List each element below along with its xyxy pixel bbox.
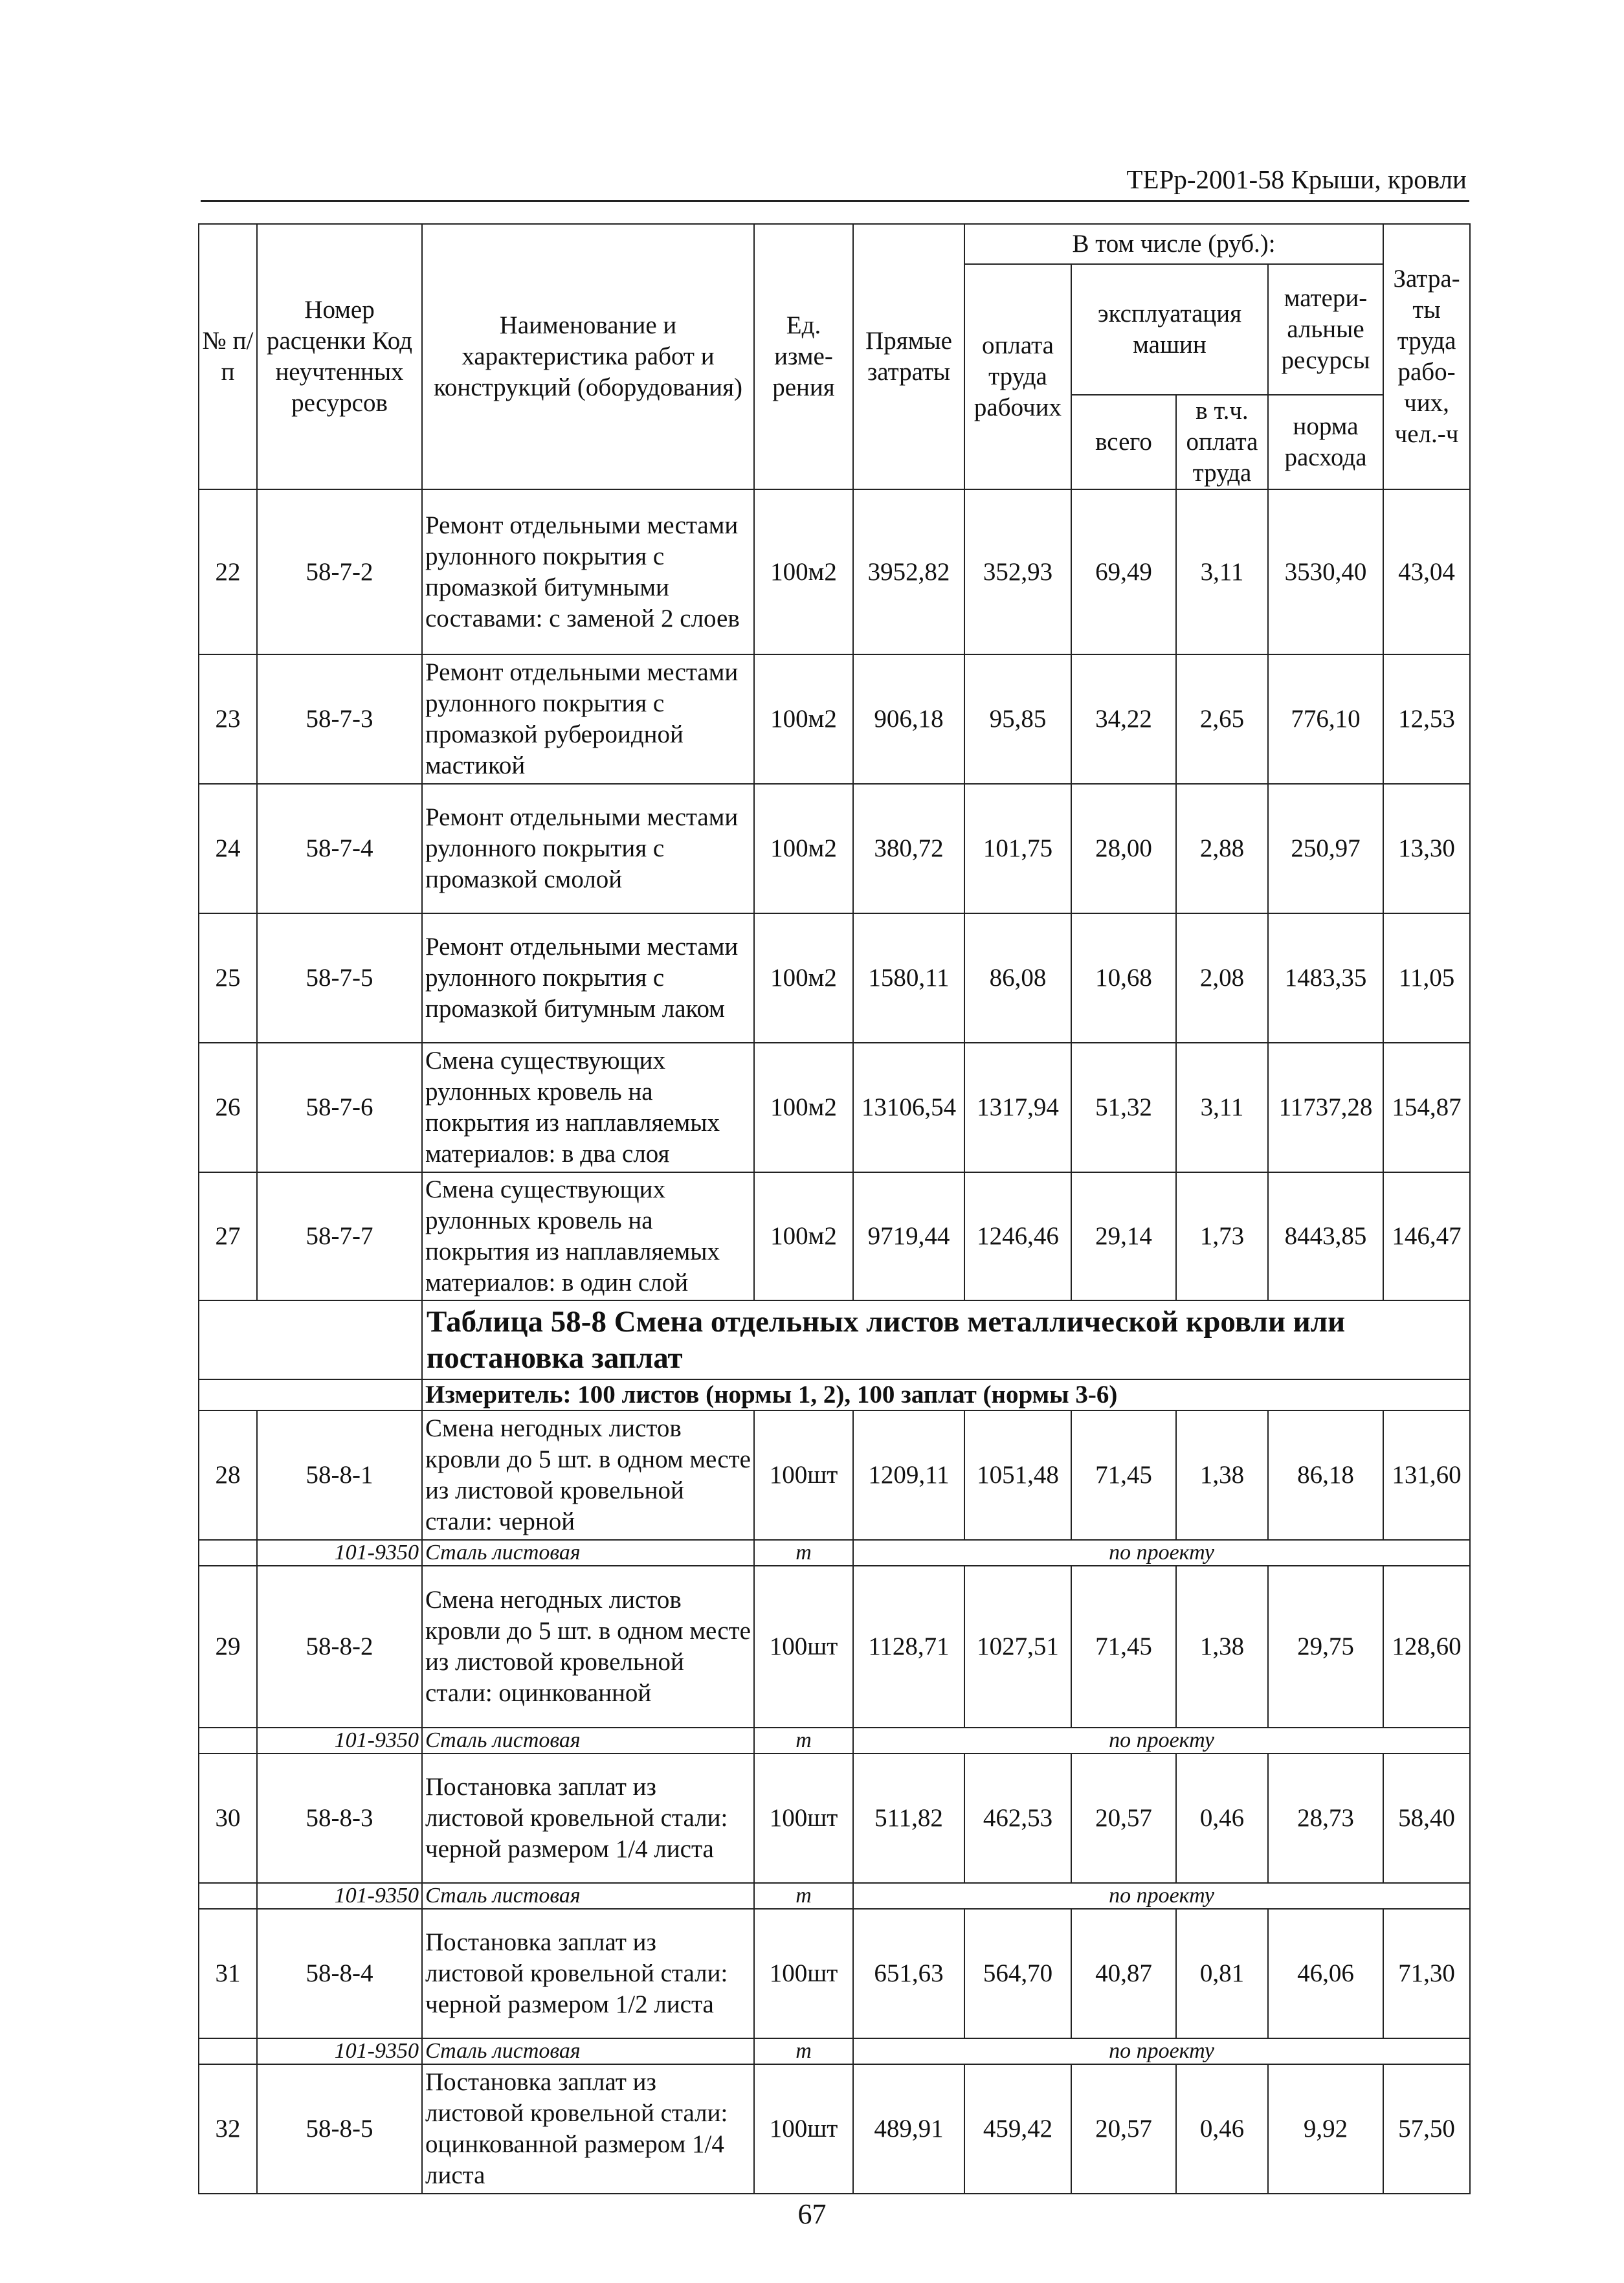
unit: 100м2 <box>754 654 853 784</box>
unit: 100шт <box>754 1410 853 1540</box>
resource-note: по проекту <box>853 2038 1470 2064</box>
resource-code: 101-9350 <box>257 1883 422 1909</box>
rate-code: 58-7-6 <box>257 1043 422 1172</box>
resource-note: по проекту <box>853 1883 1470 1909</box>
table-row <box>199 1172 1470 1300</box>
work-name: Смена существующих рулонных кровель на покрытия из наплавляемых материалов: в два слоя <box>422 1043 754 1172</box>
work-name: Постановка заплат из листовой кровельной стали: черной размером 1/4 листа <box>422 1754 754 1883</box>
work-name: Ремонт отдельными местами рулонного покрытия с промазкой битумными составами: с заменой 2 слоев <box>422 489 754 654</box>
labor-cost: 12,53 <box>1383 654 1470 784</box>
machines-total: 40,87 <box>1071 1909 1176 2038</box>
direct-cost: 489,91 <box>853 2064 964 2194</box>
rate-code: 58-8-3 <box>257 1754 422 1883</box>
table-header <box>199 224 1470 489</box>
unit: 100шт <box>754 1566 853 1728</box>
materials: 46,06 <box>1268 1909 1383 2038</box>
col-num-header: № п/п <box>199 224 257 489</box>
labor-pay: 459,42 <box>964 2064 1071 2194</box>
table-row <box>199 784 1470 913</box>
direct-cost: 13106,54 <box>853 1043 964 1172</box>
running-header-title: ТЕРр-2001-58 Крыши, кровли <box>1126 164 1467 194</box>
labor-pay: 95,85 <box>964 654 1071 784</box>
row-number: 24 <box>199 784 257 913</box>
work-name: Постановка заплат из листовой кровельной стали: черной размером 1/2 листа <box>422 1909 754 2038</box>
machines-total: 71,45 <box>1071 1410 1176 1540</box>
measure-spacer <box>199 1379 422 1410</box>
labor-cost: 71,30 <box>1383 1909 1470 2038</box>
resource-note: по проекту <box>853 1540 1470 1566</box>
labor-cost: 131,60 <box>1383 1410 1470 1540</box>
resource-unit: т <box>754 1540 853 1566</box>
labor-pay: 1317,94 <box>964 1043 1071 1172</box>
machines-labor-pay: 2,08 <box>1176 913 1268 1043</box>
rate-code: 58-7-4 <box>257 784 422 913</box>
table-row <box>199 2064 1470 2194</box>
col-labor-pay-header: оплата труда рабочих <box>964 264 1071 489</box>
resource-note: по проекту <box>853 1728 1470 1754</box>
machines-total: 69,49 <box>1071 489 1176 654</box>
resource-unit: т <box>754 2038 853 2064</box>
unit: 100м2 <box>754 489 853 654</box>
table-row <box>199 913 1470 1043</box>
labor-cost: 57,50 <box>1383 2064 1470 2194</box>
work-name: Постановка заплат из листовой кровельной стали: оцинкованной размером 1/4 листа <box>422 2064 754 2194</box>
direct-cost: 1209,11 <box>853 1410 964 1540</box>
col-unit-header: Ед. изме- рения <box>754 224 853 489</box>
row-number: 31 <box>199 1909 257 2038</box>
direct-cost: 1580,11 <box>853 913 964 1043</box>
machines-total: 20,57 <box>1071 1754 1176 1883</box>
labor-cost: 11,05 <box>1383 913 1470 1043</box>
machines-labor-pay: 1,38 <box>1176 1410 1268 1540</box>
machines-total: 20,57 <box>1071 2064 1176 2194</box>
unit: 100м2 <box>754 1043 853 1172</box>
work-name: Смена негодных листов кровли до 5 шт. в одном месте из листовой кровельной стали: черной <box>422 1410 754 1540</box>
row-number: 28 <box>199 1410 257 1540</box>
resource-pad <box>199 1728 257 1754</box>
resource-code: 101-9350 <box>257 1728 422 1754</box>
col-materials-header: матери- альные ресурсы <box>1268 264 1383 395</box>
direct-cost: 9719,44 <box>853 1172 964 1300</box>
row-number: 22 <box>199 489 257 654</box>
work-name: Ремонт отдельными местами рулонного покрытия с промазкой битумным лаком <box>422 913 754 1043</box>
row-number: 27 <box>199 1172 257 1300</box>
row-number: 29 <box>199 1566 257 1728</box>
resource-code: 101-9350 <box>257 1540 422 1566</box>
materials: 9,92 <box>1268 2064 1383 2194</box>
col-machines-header: эксплуатация машин <box>1071 264 1268 395</box>
labor-cost: 43,04 <box>1383 489 1470 654</box>
rate-code: 58-8-4 <box>257 1909 422 2038</box>
labor-pay: 101,75 <box>964 784 1071 913</box>
title-spacer <box>199 1300 422 1379</box>
resource-name: Сталь листовая <box>422 1540 754 1566</box>
materials: 250,97 <box>1268 784 1383 913</box>
machines-labor-pay: 3,11 <box>1176 489 1268 654</box>
labor-cost: 13,30 <box>1383 784 1470 913</box>
machines-total: 28,00 <box>1071 784 1176 913</box>
table-row <box>199 654 1470 784</box>
work-name: Смена существующих рулонных кровель на покрытия из наплавляемых материалов: в один слой <box>422 1172 754 1300</box>
machines-labor-pay: 0,81 <box>1176 1909 1268 2038</box>
machines-labor-pay: 1,38 <box>1176 1566 1268 1728</box>
materials: 1483,35 <box>1268 913 1383 1043</box>
labor-pay: 1051,48 <box>964 1410 1071 1540</box>
rate-code: 58-7-3 <box>257 654 422 784</box>
resource-unit: т <box>754 1883 853 1909</box>
unit: 100м2 <box>754 1172 853 1300</box>
unit: 100шт <box>754 2064 853 2194</box>
row-number: 26 <box>199 1043 257 1172</box>
unit: 100м2 <box>754 784 853 913</box>
col-code-header: Номер расценки Код неучтенных ресурсов <box>257 224 422 489</box>
table-row <box>199 1043 1470 1172</box>
resource-pad <box>199 2038 257 2064</box>
resource-code: 101-9350 <box>257 2038 422 2064</box>
direct-cost: 3952,82 <box>853 489 964 654</box>
work-name: Ремонт отдельными местами рулонного покрытия с промазкой рубероидной мастикой <box>422 654 754 784</box>
labor-pay: 352,93 <box>964 489 1071 654</box>
materials: 86,18 <box>1268 1410 1383 1540</box>
resource-pad <box>199 1540 257 1566</box>
materials: 8443,85 <box>1268 1172 1383 1300</box>
resource-name: Сталь листовая <box>422 1728 754 1754</box>
resource-name: Сталь листовая <box>422 2038 754 2064</box>
rates-table <box>198 223 1471 2194</box>
unit: 100шт <box>754 1909 853 2038</box>
running-header <box>201 165 1469 202</box>
materials: 776,10 <box>1268 654 1383 784</box>
materials: 3530,40 <box>1268 489 1383 654</box>
page-number: 67 <box>797 2198 827 2230</box>
resource-row <box>199 1540 1470 1566</box>
row-number: 30 <box>199 1754 257 1883</box>
col-materials-norm-header: норма расхода <box>1268 395 1383 489</box>
col-name-header: Наименование и характеристика работ и конструкций (оборудования) <box>422 224 754 489</box>
machines-total: 29,14 <box>1071 1172 1176 1300</box>
rate-code: 58-8-1 <box>257 1410 422 1540</box>
machines-total: 10,68 <box>1071 913 1176 1043</box>
direct-cost: 651,63 <box>853 1909 964 2038</box>
table-row <box>199 1909 1470 2038</box>
machines-total: 71,45 <box>1071 1566 1176 1728</box>
row-number: 25 <box>199 913 257 1043</box>
machines-total: 34,22 <box>1071 654 1176 784</box>
resource-unit: т <box>754 1728 853 1754</box>
row-number: 23 <box>199 654 257 784</box>
resource-pad <box>199 1883 257 1909</box>
machines-labor-pay: 2,65 <box>1176 654 1268 784</box>
table-body-7 <box>199 489 1470 1300</box>
labor-pay: 462,53 <box>964 1754 1071 1883</box>
resource-name: Сталь листовая <box>422 1883 754 1909</box>
labor-cost: 58,40 <box>1383 1754 1470 1883</box>
table-body-8 <box>199 1410 1470 2194</box>
table-row <box>199 1566 1470 1728</box>
labor-cost: 146,47 <box>1383 1172 1470 1300</box>
direct-cost: 380,72 <box>853 784 964 913</box>
rate-code: 58-8-5 <box>257 2064 422 2194</box>
col-labor-cost-header: Затра- ты труда рабо- чих, чел.-ч <box>1383 224 1470 489</box>
col-incl-header: В том числе (руб.): <box>964 224 1383 264</box>
materials: 11737,28 <box>1268 1043 1383 1172</box>
table-row <box>199 1410 1470 1540</box>
labor-cost: 154,87 <box>1383 1043 1470 1172</box>
unit: 100м2 <box>754 913 853 1043</box>
row-number: 32 <box>199 2064 257 2194</box>
materials: 28,73 <box>1268 1754 1383 1883</box>
work-name: Смена негодных листов кровли до 5 шт. в одном месте из листовой кровельной стали: оцинкованной <box>422 1566 754 1728</box>
labor-pay: 86,08 <box>964 913 1071 1043</box>
machines-total: 51,32 <box>1071 1043 1176 1172</box>
resource-row <box>199 1728 1470 1754</box>
machines-labor-pay: 0,46 <box>1176 1754 1268 1883</box>
machines-labor-pay: 0,46 <box>1176 2064 1268 2194</box>
machines-labor-pay: 2,88 <box>1176 784 1268 913</box>
labor-pay: 1027,51 <box>964 1566 1071 1728</box>
labor-cost: 128,60 <box>1383 1566 1470 1728</box>
measure-line: Измеритель: 100 листов (нормы 1, 2), 100 заплат (нормы 3-6) <box>422 1379 1470 1410</box>
table-row <box>199 489 1470 654</box>
table-58-8-title: Таблица 58-8 Смена отдельных листов металлической кровли или постановка заплат <box>422 1300 1470 1379</box>
materials: 29,75 <box>1268 1566 1383 1728</box>
labor-pay: 1246,46 <box>964 1172 1071 1300</box>
col-machines-total-header: всего <box>1071 395 1176 489</box>
rate-code: 58-7-5 <box>257 913 422 1043</box>
direct-cost: 906,18 <box>853 654 964 784</box>
labor-pay: 564,70 <box>964 1909 1071 2038</box>
machines-labor-pay: 3,11 <box>1176 1043 1268 1172</box>
direct-cost: 1128,71 <box>853 1566 964 1728</box>
col-direct-header: Прямые затраты <box>853 224 964 489</box>
rate-code: 58-8-2 <box>257 1566 422 1728</box>
col-machines-labor-header: в т.ч. оплата труда <box>1176 395 1268 489</box>
unit: 100шт <box>754 1754 853 1883</box>
work-name: Ремонт отдельными местами рулонного покрытия с промазкой смолой <box>422 784 754 913</box>
table-row <box>199 1754 1470 1883</box>
rate-code: 58-7-7 <box>257 1172 422 1300</box>
resource-row <box>199 1883 1470 1909</box>
resource-row <box>199 2038 1470 2064</box>
rate-code: 58-7-2 <box>257 489 422 654</box>
table-section-8-heading <box>199 1300 1470 1410</box>
machines-labor-pay: 1,73 <box>1176 1172 1268 1300</box>
direct-cost: 511,82 <box>853 1754 964 1883</box>
